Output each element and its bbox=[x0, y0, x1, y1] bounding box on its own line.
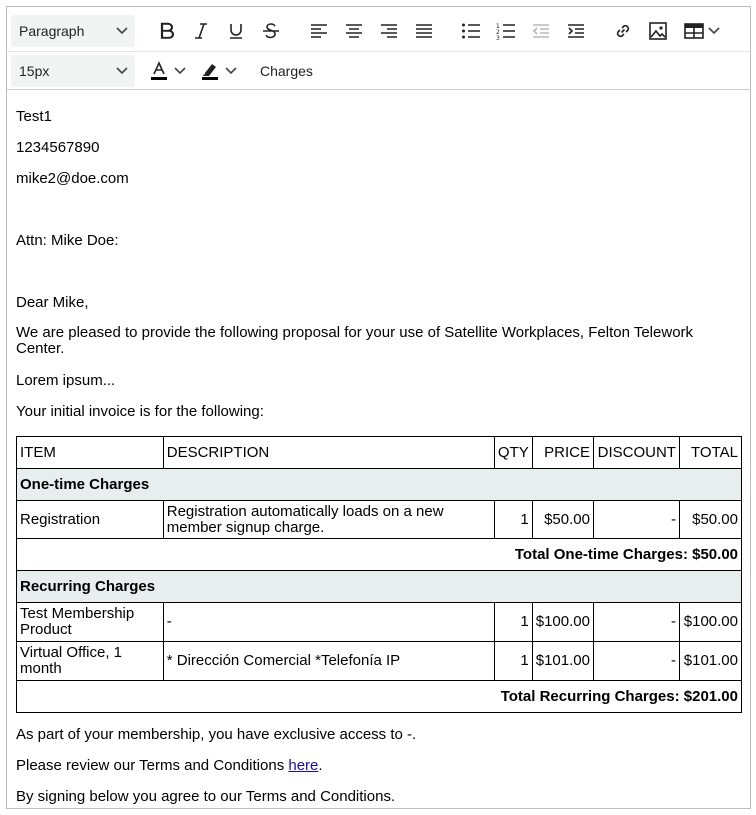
header-qty: QTY bbox=[494, 437, 532, 469]
cell-description: - bbox=[163, 603, 494, 642]
attention-line: Attn: Mike Doe: bbox=[16, 232, 119, 249]
total-row-one-time bbox=[17, 539, 742, 571]
section-title: Recurring Charges bbox=[17, 571, 742, 603]
table-header-row bbox=[17, 437, 742, 469]
text-color-icon bbox=[150, 61, 168, 81]
header-total: TOTAL bbox=[679, 437, 741, 469]
membership-note: As part of your membership, you have exclusive access to -. bbox=[16, 726, 417, 743]
cell-price: $50.00 bbox=[532, 501, 593, 539]
align-center-button[interactable] bbox=[338, 15, 370, 47]
underline-icon bbox=[228, 22, 244, 40]
align-center-icon bbox=[345, 23, 363, 39]
cell-discount: - bbox=[593, 603, 679, 642]
header-price: PRICE bbox=[532, 437, 593, 469]
toolbar-row-formatting bbox=[7, 11, 750, 51]
indent-button[interactable] bbox=[560, 15, 592, 47]
chevron-down-icon bbox=[225, 67, 237, 75]
numbered-list-icon bbox=[496, 22, 516, 40]
cell-price: $100.00 bbox=[532, 603, 593, 642]
header-discount: DISCOUNT bbox=[593, 437, 679, 469]
recipient-name: Test1 bbox=[16, 108, 52, 125]
italic-icon bbox=[193, 22, 209, 40]
align-left-button[interactable] bbox=[303, 15, 335, 47]
cell-discount: - bbox=[593, 642, 679, 681]
cell-qty: 1 bbox=[494, 501, 532, 539]
recipient-email: mike2@doe.com bbox=[16, 170, 129, 187]
cell-total: $50.00 bbox=[679, 501, 741, 539]
lorem-paragraph: Lorem ipsum... bbox=[16, 372, 116, 389]
cell-discount: - bbox=[593, 501, 679, 539]
chevron-down-icon bbox=[115, 15, 129, 47]
insert-table-button[interactable] bbox=[679, 15, 725, 47]
font-size-select[interactable] bbox=[11, 55, 135, 87]
total-row-recurring bbox=[17, 681, 742, 713]
svg-text:2: 2 bbox=[496, 29, 500, 36]
greeting: Dear Mike, bbox=[16, 294, 89, 311]
cell-total: $101.00 bbox=[679, 642, 741, 681]
highlighter-icon bbox=[201, 61, 219, 81]
outdent-button[interactable] bbox=[525, 15, 557, 47]
block-format-select[interactable] bbox=[11, 15, 135, 47]
table-icon bbox=[684, 23, 704, 39]
cell-qty: 1 bbox=[494, 603, 532, 642]
bullet-list-icon bbox=[461, 23, 481, 39]
section-title: One-time Charges bbox=[17, 469, 742, 501]
underline-button[interactable] bbox=[220, 15, 252, 47]
header-item: ITEM bbox=[17, 437, 164, 469]
terms-paragraph bbox=[16, 757, 323, 774]
chevron-down-icon bbox=[115, 55, 129, 87]
terms-text: Please review our Terms and Conditions bbox=[16, 757, 289, 774]
strikethrough-button[interactable] bbox=[255, 15, 287, 47]
cell-item: Registration bbox=[17, 501, 164, 539]
italic-button[interactable] bbox=[185, 15, 217, 47]
svg-text:3: 3 bbox=[496, 35, 500, 40]
align-left-icon bbox=[310, 23, 328, 39]
insert-image-button[interactable] bbox=[642, 15, 674, 47]
cell-price: $101.00 bbox=[532, 642, 593, 681]
toolbar-row-styling bbox=[7, 51, 750, 91]
signing-note: By signing below you agree to our Terms and Conditions. bbox=[16, 788, 396, 805]
cell-description: Registration automatically loads on a new member signup charge. bbox=[163, 501, 494, 539]
section-row-one-time bbox=[17, 469, 742, 501]
cell-description: * Dirección Comercial *Telefonía IP bbox=[163, 642, 494, 681]
cell-item: Test Membership Product bbox=[17, 603, 164, 642]
cell-item: Virtual Office, 1 month bbox=[17, 642, 164, 681]
align-right-icon bbox=[380, 23, 398, 39]
recipient-phone: 1234567890 bbox=[16, 139, 100, 156]
terms-link[interactable]: here bbox=[288, 757, 319, 774]
bold-button[interactable] bbox=[151, 15, 183, 47]
chevron-down-icon bbox=[174, 67, 186, 75]
terms-suffix: . bbox=[318, 757, 323, 774]
intro-paragraph: We are pleased to provide the following proposal for your use of Satellite Workplaces, Felton Telework Center. bbox=[16, 324, 694, 357]
strikethrough-icon bbox=[262, 22, 280, 40]
cell-total: $100.00 bbox=[679, 603, 741, 642]
link-icon bbox=[614, 22, 632, 40]
header-description: DESCRIPTION bbox=[163, 437, 494, 469]
bold-icon bbox=[159, 22, 175, 40]
editor-toolbar bbox=[7, 7, 750, 90]
text-color-dropdown[interactable] bbox=[171, 55, 189, 87]
highlight-color-dropdown[interactable] bbox=[222, 55, 240, 87]
rich-text-editor bbox=[6, 6, 751, 809]
section-row-recurring bbox=[17, 571, 742, 603]
font-size-value: 15px bbox=[19, 63, 50, 79]
invoice-intro: Your initial invoice is for the following: bbox=[16, 403, 264, 420]
image-icon bbox=[649, 22, 667, 40]
table-row bbox=[17, 501, 742, 539]
align-justify-icon bbox=[415, 23, 433, 39]
indent-icon bbox=[567, 23, 585, 39]
cell-qty: 1 bbox=[494, 642, 532, 681]
invoice-table bbox=[16, 436, 742, 713]
svg-text:1: 1 bbox=[496, 23, 500, 30]
table-row bbox=[17, 603, 742, 642]
total-one-time: Total One-time Charges: $50.00 bbox=[17, 539, 742, 571]
bullet-list-button[interactable] bbox=[455, 15, 487, 47]
chevron-down-icon bbox=[708, 27, 720, 35]
block-format-value: Paragraph bbox=[19, 23, 85, 39]
outdent-icon bbox=[532, 23, 550, 39]
numbered-list-button[interactable] bbox=[490, 15, 522, 47]
align-justify-button[interactable] bbox=[408, 15, 440, 47]
align-right-button[interactable] bbox=[373, 15, 405, 47]
total-recurring: Total Recurring Charges: $201.00 bbox=[17, 681, 742, 713]
insert-link-button[interactable] bbox=[607, 15, 639, 47]
merge-fields-charges-button[interactable]: Charges bbox=[260, 63, 313, 79]
table-row bbox=[17, 642, 742, 681]
